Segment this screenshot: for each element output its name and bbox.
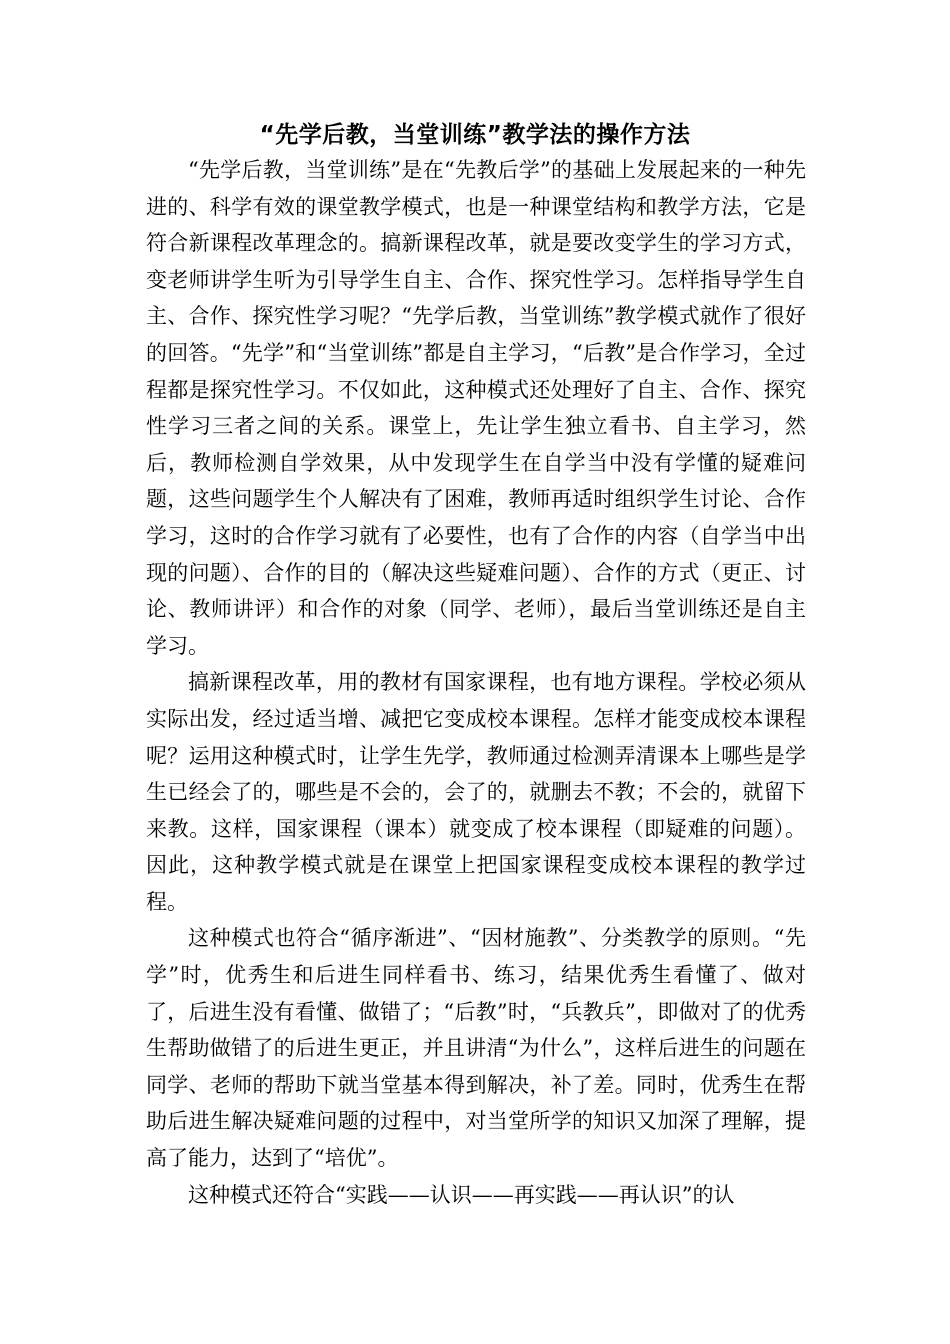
paragraph: 这种模式还符合“实践——认识——再实践——再认识”的认 bbox=[188, 1182, 735, 1207]
paragraph: 这种模式也符合“循序渐进”、“因材施教”、分类教学的原则。“先学”时，优秀生和后进生同样看书、练习，结果优秀生看懂了、做对了，后进生没有看懂、做错了；“后教”时，“兵教兵”，即做对了的优秀生帮助做错了的后进生更正，并且讲清“为什么”，这样后进生的问题在同学、老师的帮助下就当堂基本得到解决，补了差。同时，优秀生在帮助后进生解决疑难问题的过程中，对当堂所学的知识又加深了理解，提高了能力，达到了“培优”。 bbox=[146, 926, 806, 1171]
document-body bbox=[146, 152, 806, 1213]
document-title: “先学后教，当堂训练”教学法的操作方法 bbox=[259, 122, 691, 148]
paragraph: “先学后教，当堂训练”是在“先教后学”的基础上发展起来的一种先进的、科学有效的课堂教学模式，也是一种课堂结构和教学方法，它是符合新课程改革理念的。搞新课程改革，就是要改变学生的学习方式，变老师讲学生听为引导学生自主、合作、探究性学习。怎样指导学生自主、合作、探究性学习呢？“先学后教，当堂训练”教学模式就作了很好的回答。“先学”和“当堂训练”都是自主学习，“后教”是合作学习，全过程都是探究性学习。不仅如此，这种模式还处理好了自主、合作、探究性学习三者之间的关系。课堂上，先让学生独立看书、自主学习，然后，教师检测自学效果，从中发现学生在自学当中没有学懂的疑难问题，这些问题学生个人解决有了困难，教师再适时组织学生讨论、合作学习，这时的合作学习就有了必要性，也有了合作的内容（自学当中出现的问题）、合作的目的（解决这些疑难问题）、合作的方式（更正、讨论、教师讲评）和合作的对象（同学、老师），最后当堂训练还是自主学习。 bbox=[146, 158, 806, 658]
paragraph: 搞新课程改革，用的教材有国家课程，也有地方课程。学校必须从实际出发，经过适当增、减把它变成校本课程。怎样才能变成校本课程呢？运用这种模式时，让学生先学，教师通过检测弄清课本上哪些是学生已经会了的，哪些是不会的，会了的，就删去不教；不会的，就留下来教。这样，国家课程（课本）就变成了校本课程（即疑难的问题）。因此，这种教学模式就是在课堂上把国家课程变成校本课程的教学过程。 bbox=[146, 670, 806, 914]
